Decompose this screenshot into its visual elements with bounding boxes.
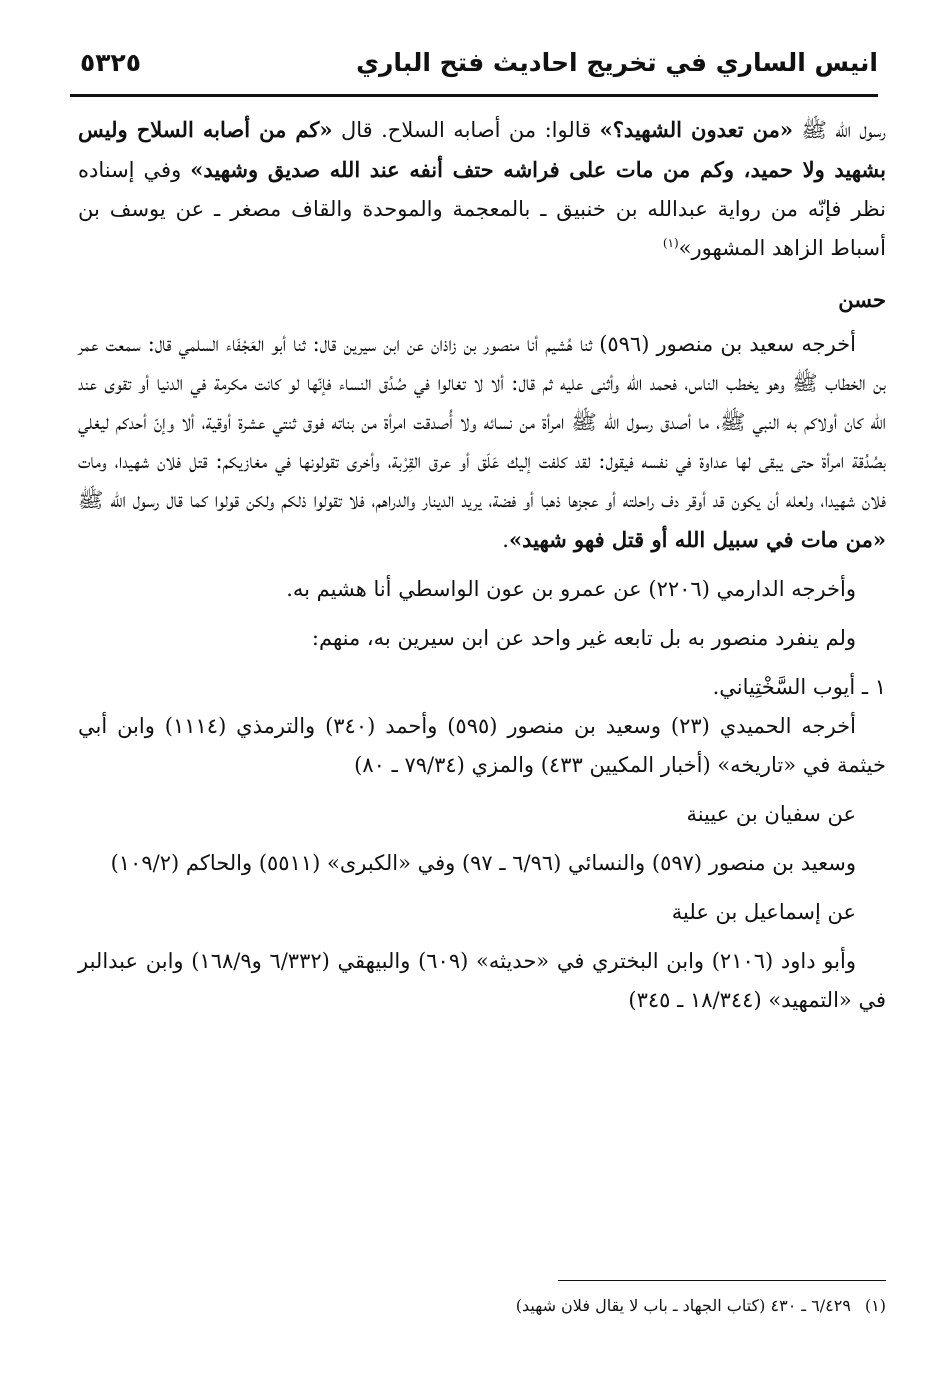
paragraph-9: عن إسماعيل بن علية	[671, 900, 856, 924]
paragraph-6: أخرجه الحميدي (٢٣) وسعيد بن منصور (٥٩٥) وأحمد (٣٤٠) والترمذي (١١١٤) وابن أبي خيثمة في «تاريخه» (أخبار المكيين ٤٣٣) والمزي (٧٩/٣٤ ـ ٨٠)	[78, 714, 886, 777]
paragraph-1: رسول الله ﷺ «من تعدون الشهيد؟» قالوا: من أصابه السلاح. قال «كم من أصابه السلاح وليس بشهيد ولا حميد، وكم من مات على فراشه حتف أنفه عند الله صديق وشهيد» وفي إسناده نظر فإنّه من رواية عبدالله بن خنبيق ـ بالمعجمة والموحدة والقاف مصغر ـ عن يوسف بن أسباط الزاهد المشهور»$^{(١)}$	[78, 117, 886, 260]
hadith-quote: «من مات في سبيل الله أو قتل فهو شهيد»	[508, 527, 886, 552]
running-title: انيس الساري في تخريج احاديث فتح الباري	[356, 48, 878, 77]
paragraph-4: ولم ينفرد منصور به بل تابعه غير واحد عن ابن سيرين به، منهم:	[311, 626, 856, 650]
hadith-quote: «كم من أصابه السلاح وليس بشهيد ولا حميد، وكم من مات على فراشه حتف أنفه عند الله صديق وشهيد»	[78, 117, 886, 182]
paragraph-10: وأبو داود (٢١٠٦) وابن البختري في «حديثه» (٦٠٩) والبيهقي (٦/٣٣٢ و١٦٨/٩) وابن عبدالبر في «التمهيد» (١٨/٣٤٤ ـ ٣٤٥)	[78, 949, 886, 1012]
footnote	[78, 1292, 886, 1320]
page-header	[70, 48, 878, 88]
main-text	[78, 110, 886, 1020]
footnote-number: (١)	[864, 1296, 886, 1315]
footnote-divider	[558, 1280, 886, 1281]
page-number: ٥٣٢٥	[80, 48, 142, 77]
paragraph-7: عن سفيان بن عيينة	[686, 802, 856, 826]
header-divider	[70, 94, 878, 97]
footnote-text: ٦/٤٢٩ ـ ٤٣٠ (كتاب الجهاد ـ باب لا يقال فلان شهيد)	[515, 1296, 851, 1315]
paragraph-3: وأخرجه الدارمي (٢٢٠٦) عن عمرو بن عون الواسطي أنا هشيم به.	[286, 577, 856, 601]
footnote-marker: (١)	[662, 236, 679, 250]
grade-heading: حسن	[838, 287, 886, 312]
hadith-quote: «من تعدون الشهيد؟»	[599, 117, 794, 142]
paragraph-2: أخرجه سعيد بن منصور (٥٩٦) ثنا هُشيم أنا منصور بن زاذان عن ابن سيرين قال: ثنا أبو العَجْفَاء السلمي قال: سمعت عمر بن الخطاب ﷺ وهو يخطب الناس، فحمد الله وأثنى عليه ثم قال: ألا لا تغالوا في صُدُق النساء فإنّها لو كانت مكرمة في الدنيا أو تقوى عند الله كان أولاكم به النبي ﷺ، ما أصدق رسول الله ﷺ امرأة من نسائه ولا أُصدقت امرأة من بناته فوق ثنتي عشرة أوقية، ألا وإنّ أحدكم ليغلي بصُدُقة امرأة حتى يبقى لها عداوة في نفسه فيقول: لقد كلفت إليك عَلَق أو عرق القِرْبة، وأخرى تقولونها في مغازيكم: قتل فلان شهيدا، ومات فلان شهيدا، ولعله أن يكون قد أوقر دف راحلته أو عجزها ذهبا أو فضة، يريد الدينار والدراهم، فلا تقولوا ذلكم ولكن قولوا كما قال رسول الله ﷺ «من مات في سبيل الله أو قتل فهو شهيد».	[78, 332, 886, 552]
list-item-1: ١ ـ أيوب السَّخْتِياني.	[712, 675, 886, 699]
paragraph-8: وسعيد بن منصور (٥٩٧) والنسائي (٦/٩٦ ـ ٩٧) وفي «الكبرى» (٥٥١١) والحاكم (١٠٩/٢)	[110, 851, 856, 875]
